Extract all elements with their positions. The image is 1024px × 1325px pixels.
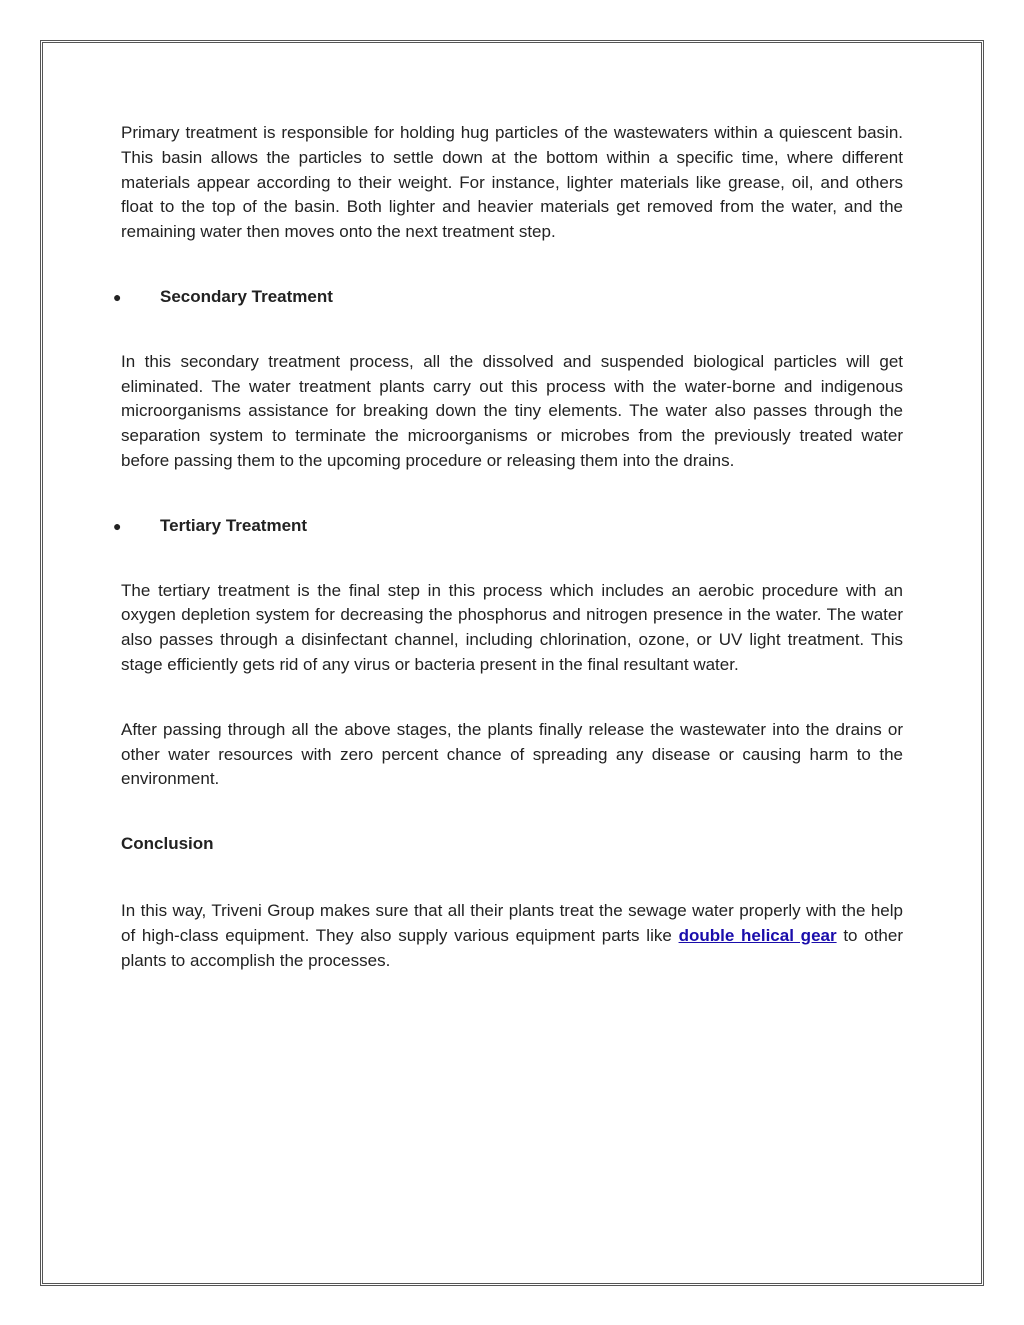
bullet-tertiary-treatment — [113, 514, 903, 539]
tertiary-treatment-paragraph: The tertiary treatment is the final step in this process which includes an aerobic procedure with an oxygen depletion system for decreasing the phosphorus and nitrogen presence in the water. The water also passes through a disinfectant channel, including chlorination, ozone, or UV light treatment. This stage efficiently gets rid of any virus or bacteria present in the final resultant water. — [121, 580, 903, 674]
bullet-secondary-treatment — [113, 285, 903, 310]
bullet-icon: ● — [113, 288, 122, 305]
document-body — [113, 121, 904, 973]
conclusion-paragraph — [121, 899, 903, 973]
secondary-treatment-heading: Secondary Treatment — [160, 286, 333, 306]
tertiary-treatment-heading: Tertiary Treatment — [160, 515, 308, 535]
conclusion-text-end: to other plants to accomplish the processes. — [121, 925, 904, 970]
conclusion-text-start: In this way, Triveni Group makes sure that all their plants treat the sewage water properly with the help of high-class equipment. They also supply various equipment parts like — [121, 900, 903, 945]
conclusion-heading: Conclusion — [121, 834, 214, 854]
double-helical-gear-link[interactable]: double helical gear — [678, 925, 837, 945]
primary-treatment-paragraph: Primary treatment is responsible for holding hug particles of the wastewaters within a quiescent basin. This basin allows the particles to settle down at the bottom within a specific time, where different materials appear according to their weight. For instance, lighter materials like grease, oil, and others float to the top of the basin. Both lighter and heavier materials get removed from the water, and the remaining water then moves onto the next treatment step. — [121, 123, 903, 242]
secondary-treatment-paragraph: In this secondary treatment process, all the dissolved and suspended biological particles will get eliminated. The water treatment plants carry out this process with the water-borne and indigenous microorganisms assistance for breaking down the tiny elements. The water also passes through the separation system to terminate the microorganisms or microbes from the previously treated water before passing them to the upcoming procedure or releasing them into the drains. — [121, 351, 903, 470]
bullet-icon: ● — [113, 517, 122, 534]
after-stages-paragraph: After passing through all the above stages, the plants finally release the wastewater into the drains or other water resources with zero percent chance of spreading any disease or causing harm to the environment. — [121, 719, 903, 789]
